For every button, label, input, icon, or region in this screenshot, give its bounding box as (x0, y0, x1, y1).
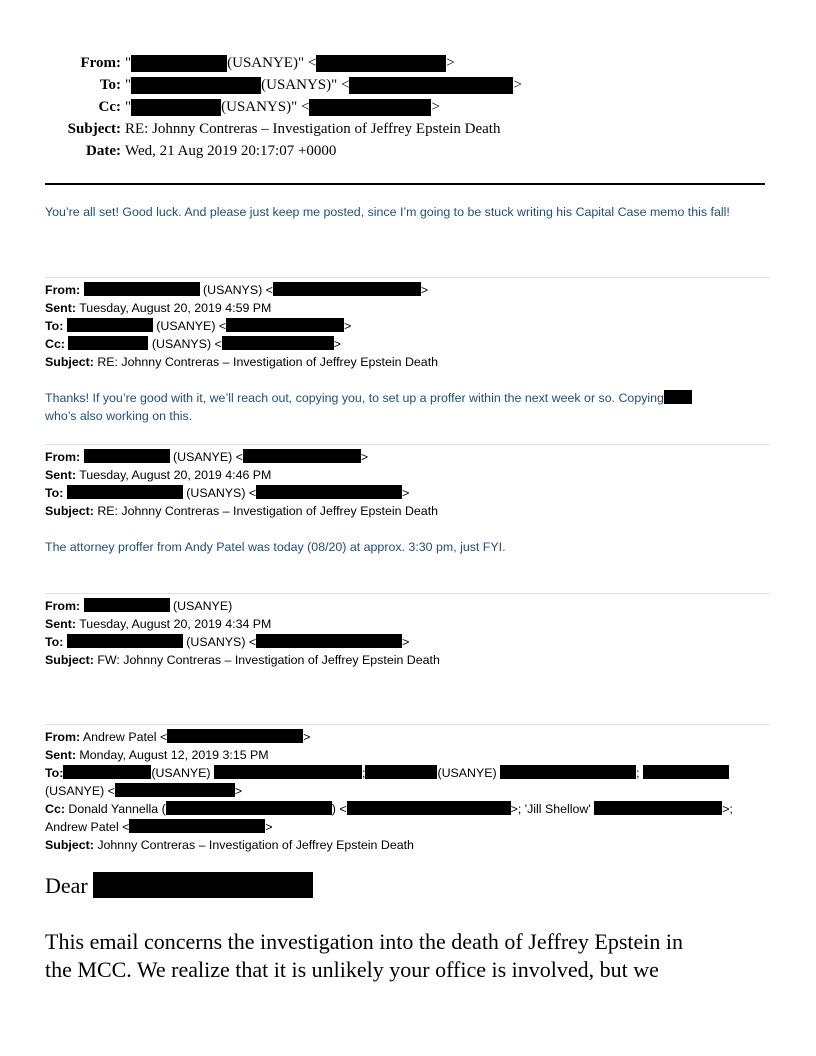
message2-from-row (45, 281, 438, 299)
message3-to-label: To: (45, 486, 64, 500)
message5-cc-line2: Andrew Patel < (45, 820, 130, 834)
message5-body (45, 928, 683, 984)
message3-subject-row (45, 502, 438, 520)
message3-sent-row (45, 466, 438, 484)
redaction (365, 765, 437, 779)
redaction (131, 77, 261, 94)
message5-to-org1: (USANYE) (151, 766, 214, 780)
message3-from-org: (USANYE) < (169, 450, 243, 464)
header-date-value: Wed, 21 Aug 2019 20:17:07 +0000 (125, 142, 337, 159)
header-to-org: (USANYS)" < (261, 76, 350, 93)
header-cc-suffix: > (431, 98, 440, 115)
message-separator (45, 593, 770, 594)
message5-cc-v3: >; 'Jill Shellow' (510, 802, 595, 816)
message4-to-end: > (402, 635, 410, 649)
redaction (63, 765, 151, 779)
message3-to-org: (USANYS) < (182, 486, 257, 500)
message2-from-end: > (420, 283, 429, 297)
message5-to-org3: (USANYE) < (45, 784, 115, 798)
message2-cc-label: Cc: (45, 337, 65, 351)
message2-cc-end: > (333, 337, 341, 351)
redaction (115, 783, 235, 797)
redaction (131, 55, 227, 72)
message4-subject-row (45, 651, 440, 669)
message2-from-label: From: (45, 283, 81, 297)
redaction (167, 729, 303, 743)
message5-to-row (45, 764, 733, 782)
message5-cc-v2: ) < (331, 802, 347, 816)
header-cc-row (45, 96, 522, 118)
redaction (84, 282, 200, 296)
message4-sent-value: Tuesday, August 20, 2019 4:34 PM (75, 617, 272, 631)
message-separator (45, 444, 770, 445)
message3-body: The attorney proffer from Andy Patel was today (08/20) at approx. 3:30 pm, just FYI. (45, 540, 506, 554)
message-separator (45, 724, 770, 725)
message2-to-row (45, 317, 438, 335)
header-subject-row (45, 118, 522, 140)
message3-from-end: > (360, 450, 369, 464)
redaction (256, 634, 402, 648)
header-from-suffix: > (446, 54, 455, 71)
message2-subject-label: Subject: (45, 355, 94, 369)
message3-to-row (45, 484, 438, 502)
redaction (500, 765, 636, 779)
message2-to-end: > (344, 319, 352, 333)
message5-from-end: > (303, 730, 311, 744)
message2-sent-value: Tuesday, August 20, 2019 4:59 PM (75, 301, 272, 315)
header-to-prefix: " (125, 76, 132, 93)
message5-to-semi1: ; (362, 766, 366, 780)
message5-cc-row2 (45, 818, 733, 836)
message1-body: You’re all set! Good luck. And please just keep me posted, since I’m going to be stuck writing his Capital Case memo this fall! (45, 205, 730, 219)
message5-cc-row (45, 800, 733, 818)
message4-from-row (45, 597, 440, 615)
header-cc-prefix: " (125, 98, 132, 115)
message2-body-line1: Thanks! If you’re good with it, we’ll reach out, copying you, to set up a proffer within the next week or so. Copying (45, 389, 692, 407)
header-cc-org: (USANYS)" < (221, 98, 310, 115)
message5-to-semi2: ; (636, 766, 640, 780)
message5-sent-label: Sent: (45, 748, 76, 762)
message5-cc-end: > (265, 820, 273, 834)
redaction (256, 485, 402, 499)
header-from-prefix: " (125, 54, 132, 71)
header-to-row (45, 74, 522, 96)
message4-subject-label: Subject: (45, 653, 94, 667)
message3-from-label: From: (45, 450, 81, 464)
redaction (68, 336, 148, 350)
header-cc-label: Cc: (98, 98, 121, 115)
redaction (214, 765, 362, 779)
message4-sent-label: Sent: (45, 617, 76, 631)
redaction (131, 99, 221, 116)
message3-subject-value: RE: Johnny Contreras – Investigation of Jeffrey Epstein Death (93, 504, 439, 518)
message2-subject-value: RE: Johnny Contreras – Investigation of Jeffrey Epstein Death (93, 355, 439, 369)
message5-from-row (45, 728, 733, 746)
message3-to-end: > (402, 486, 410, 500)
message5-to-label: To: (45, 766, 64, 780)
redaction (594, 801, 722, 815)
message3-from-row (45, 448, 438, 466)
message2-header (45, 281, 438, 371)
message2-from-org: (USANYS) < (199, 283, 273, 297)
message5-to-org2: (USANYE) (437, 766, 501, 780)
redaction (309, 99, 431, 116)
message2-subject-row (45, 353, 438, 371)
header-from-label: From: (80, 54, 121, 71)
message4-to-row (45, 633, 440, 651)
redaction (643, 765, 729, 779)
message5-sent-row (45, 746, 733, 764)
message4-to-label: To: (45, 635, 64, 649)
redaction (67, 634, 183, 648)
message2-body (45, 389, 692, 425)
message3-subject-label: Subject: (45, 504, 94, 518)
redaction (347, 801, 511, 815)
redaction (273, 282, 421, 296)
message5-body-line1: This email concerns the investigation into the death of Jeffrey Epstein in (45, 929, 684, 954)
header-date-row (45, 140, 522, 162)
message4-from-org: (USANYE) (169, 599, 233, 613)
message5-cc-label: Cc: (45, 802, 65, 816)
email-header (45, 52, 522, 162)
redaction (93, 872, 313, 898)
message3-header (45, 448, 438, 520)
message5-cc-v4: >; (722, 802, 733, 816)
message5-sent-value: Monday, August 12, 2019 3:15 PM (75, 748, 269, 762)
redaction (129, 819, 265, 833)
message4-from-label: From: (45, 599, 81, 613)
message4-to-org: (USANYS) < (182, 635, 257, 649)
redaction (166, 801, 332, 815)
message5-to-end: > (234, 784, 243, 798)
message-separator (45, 277, 770, 278)
header-subject-value: RE: Johnny Contreras – Investigation of Jeffrey Epstein Death (125, 120, 501, 137)
redaction (84, 598, 170, 612)
header-to-suffix: > (513, 76, 522, 93)
redaction (67, 485, 183, 499)
redaction (226, 318, 344, 332)
message4-sent-row (45, 615, 440, 633)
header-from-row (45, 52, 522, 74)
message4-subject-value: FW: Johnny Contreras – Investigation of Jeffrey Epstein Death (93, 653, 440, 667)
message2-to-label: To: (45, 319, 64, 333)
redaction (243, 449, 361, 463)
header-to-label: To: (99, 76, 121, 93)
message2-cc-row (45, 335, 438, 353)
message5-from-value: Andrew Patel < (80, 730, 168, 744)
redaction (67, 318, 153, 332)
redaction (349, 77, 513, 94)
redaction (222, 336, 334, 350)
header-subject-label: Subject: (67, 120, 121, 137)
message2-sent-label: Sent: (45, 301, 76, 315)
message2-cc-org: (USANYS) < (148, 337, 222, 351)
header-divider (45, 183, 765, 185)
message5-subject-value: Johnny Contreras – Investigation of Jeffrey Epstein Death (93, 838, 414, 852)
message2-to-org: (USANYE) < (152, 319, 227, 333)
message4-header (45, 597, 440, 669)
redaction (664, 390, 692, 404)
message5-to-row2 (45, 782, 733, 800)
message5-subject-row (45, 836, 733, 854)
message5-greeting: Dear (45, 872, 313, 900)
redaction (84, 449, 170, 463)
header-date-label: Date: (86, 142, 121, 159)
message3-sent-label: Sent: (45, 468, 76, 482)
message2-sent-row (45, 299, 438, 317)
message5-from-label: From: (45, 730, 81, 744)
message5-subject-label: Subject: (45, 838, 94, 852)
message5-header (45, 728, 733, 854)
message3-sent-value: Tuesday, August 20, 2019 4:46 PM (75, 468, 272, 482)
message2-body-line2: who’s also working on this. (45, 409, 193, 423)
header-from-org: (USANYE)" < (227, 54, 317, 71)
message5-cc-v1: Donald Yannella ( (64, 802, 166, 816)
message5-body-line2: the MCC. We realize that it is unlikely your office is involved, but we (45, 957, 659, 982)
redaction (316, 55, 446, 72)
